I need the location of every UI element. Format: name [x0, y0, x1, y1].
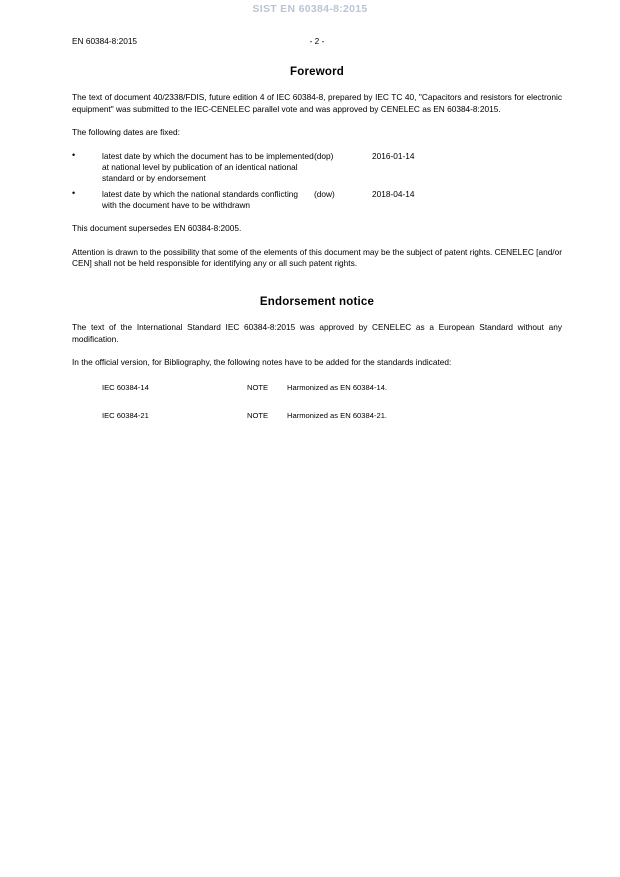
table-row: [102, 383, 527, 411]
note-standard: IEC 60384-14: [102, 382, 149, 392]
endorsement-paragraph-2: In the official version, for Bibliography, the following notes have to be added for the standards indicated:: [72, 357, 452, 368]
header-page-number: - 2 -: [309, 36, 325, 46]
date-value: 2018-04-14: [372, 188, 415, 199]
bullet-icon: •: [72, 187, 76, 198]
header-standard-number: EN 60384-8:2015: [72, 36, 138, 46]
date-value: 2016-01-14: [372, 150, 415, 161]
fixed-dates-list: [72, 151, 562, 211]
foreword-title: Foreword: [290, 66, 344, 78]
endorsement-paragraph-1: The text of the International Standard IEC 60384-8:2015 was approved by CENELEC as a European Standard without any modification.: [72, 322, 562, 344]
patent-rights-paragraph: Attention is drawn to the possibility that some of the elements of this document may be the subject of patent rights. CENELEC [and/or CEN] shall not be held responsible for identifying any or all such patent rights.: [72, 246, 562, 269]
endorsement-title: Endorsement notice: [259, 296, 375, 309]
list-item: [72, 189, 562, 212]
date-code: (dow): [314, 188, 335, 199]
foreword-paragraph-1: The text of document 40/2338/FDIS, future edition 4 of IEC 60384-8, prepared by IEC TC 40, "Capacitors and resistors for electronic equipment" was submitted to the IEC-CENELEC parallel vote and was approved by CENELEC as EN 60384-8:2015.: [72, 92, 562, 114]
bullet-icon: •: [72, 149, 76, 160]
note-text: Harmonized as EN 60384-14.: [287, 382, 388, 392]
note-text: Harmonized as EN 60384-21.: [287, 410, 388, 420]
note-label: NOTE: [247, 382, 269, 392]
list-item: [72, 151, 562, 185]
date-description: latest date by which the document has to be implemented at national level by publication of an identical national standard or by endorsement: [102, 150, 314, 184]
supersedes-paragraph: This document supersedes EN 60384-8:2005.: [72, 223, 242, 234]
harmonization-notes-table: [102, 383, 527, 439]
document-body: [72, 66, 562, 439]
watermark-text: SIST EN 60384-8:2015: [252, 3, 368, 15]
note-standard: IEC 60384-21: [102, 410, 149, 420]
note-label: NOTE: [247, 410, 269, 420]
date-description: latest date by which the national standards conflicting with the document have to be withdrawn: [102, 188, 299, 210]
dates-intro: The following dates are fixed:: [72, 127, 180, 138]
date-code: (dop): [314, 150, 334, 161]
table-row: [102, 411, 527, 439]
